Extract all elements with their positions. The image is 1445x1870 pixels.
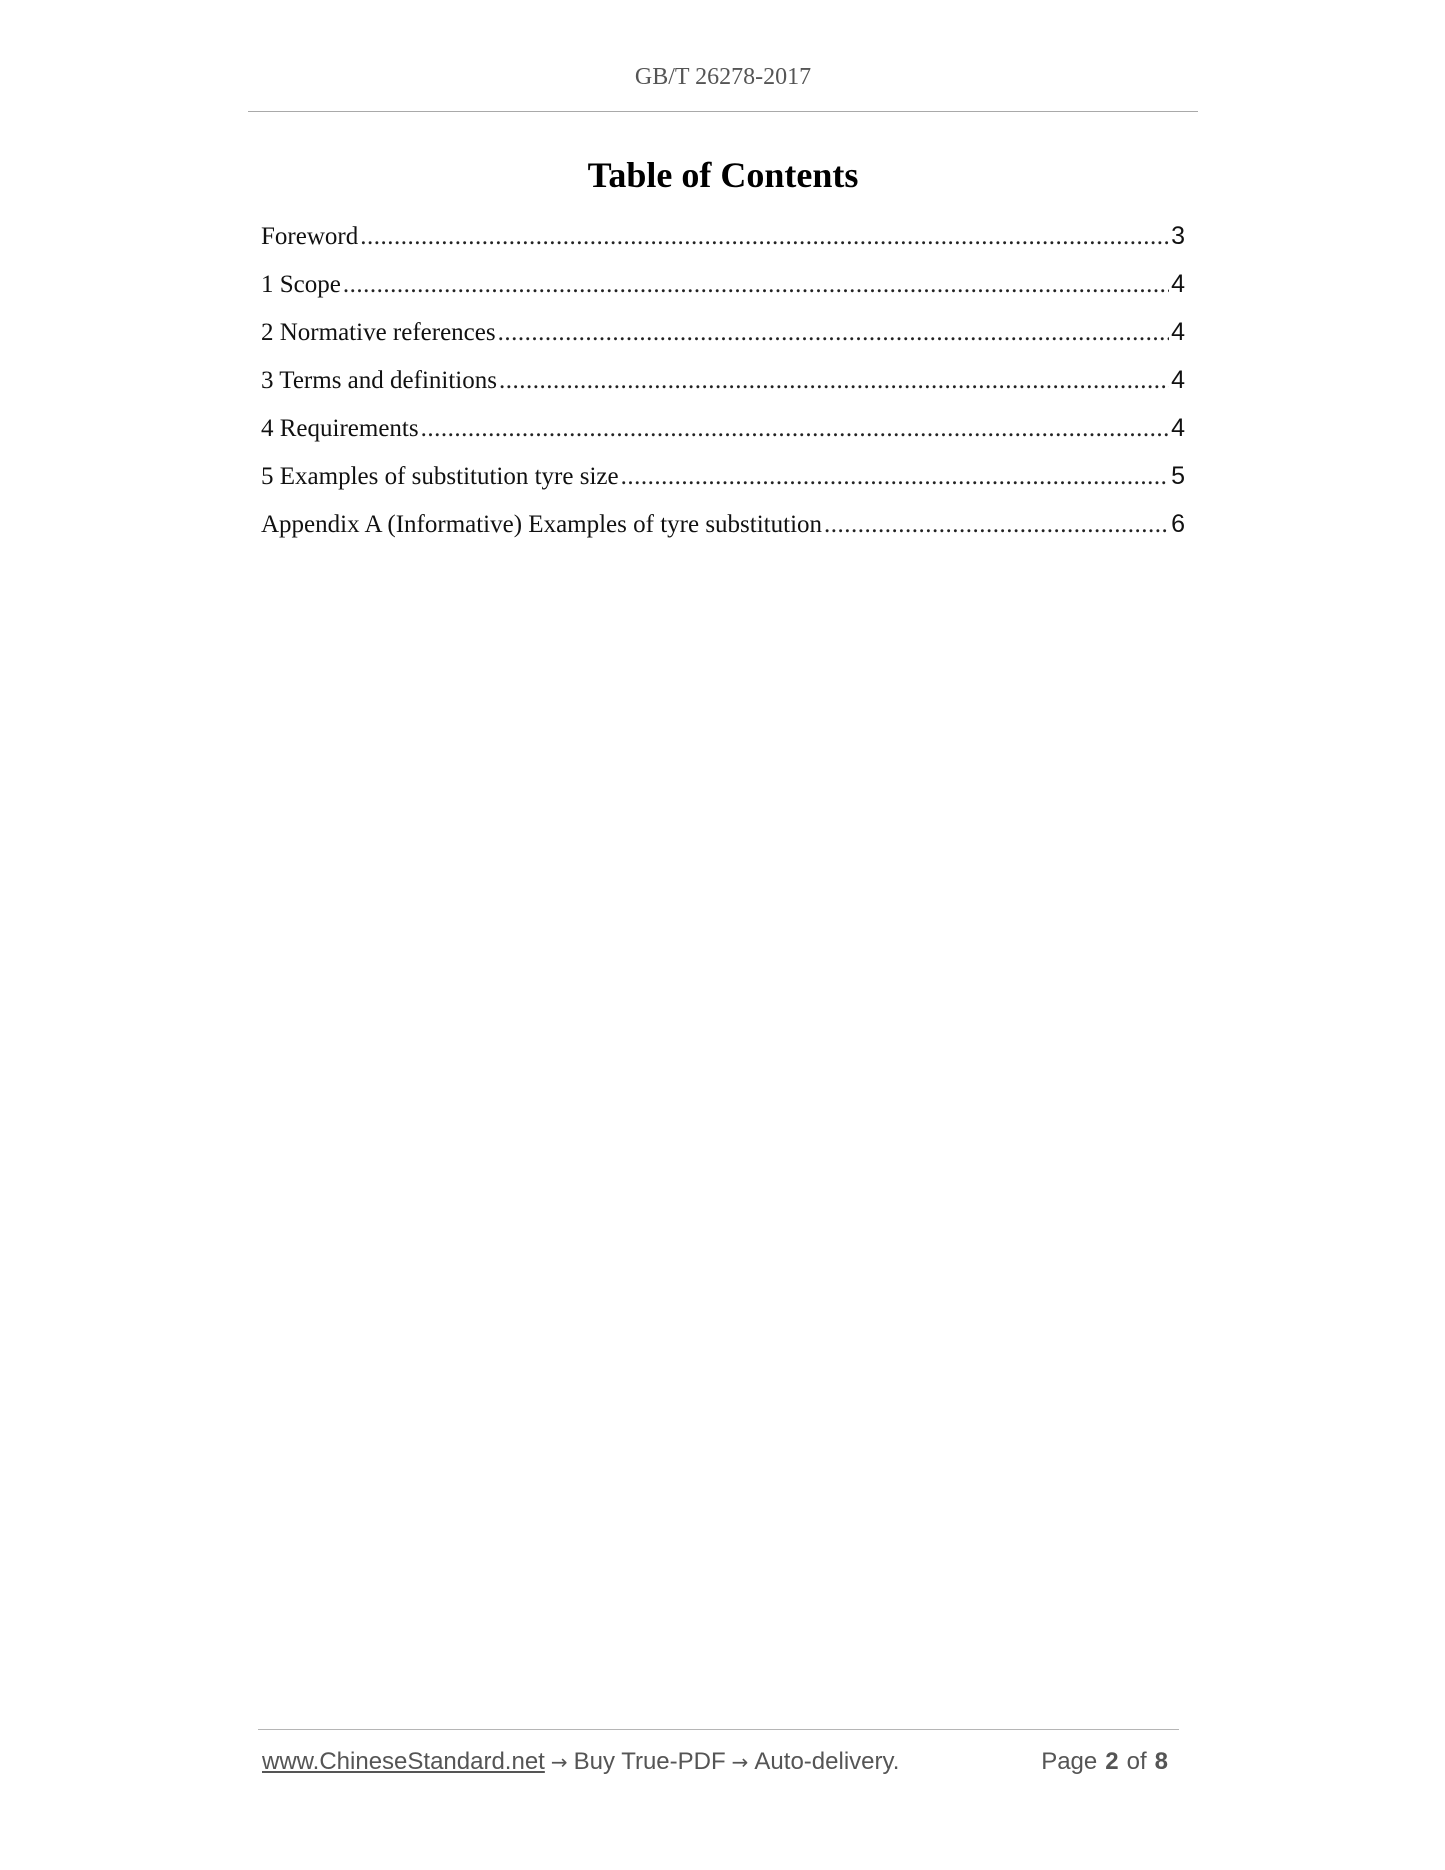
toc-entry-label: Appendix A (Informative) Examples of tyre substitution (261, 511, 823, 538)
total-pages-number: 8 (1154, 1748, 1168, 1775)
toc-entry-label: 5 Examples of substitution tyre size (261, 463, 619, 490)
website-link[interactable]: www.ChineseStandard.net (262, 1748, 545, 1775)
page-indicator (1041, 1748, 1176, 1776)
toc-title: Table of Contents (587, 155, 859, 195)
footer-promo (262, 1748, 899, 1776)
toc-entry-normative-references[interactable] (261, 318, 1185, 366)
toc-entry-terms-definitions[interactable] (261, 366, 1185, 414)
toc-entry-appendix-a[interactable] (261, 510, 1185, 558)
toc-dot-leader (360, 223, 1169, 251)
toc-entry-label: 3 Terms and definitions (261, 367, 497, 394)
footer-step-buy: Buy True-PDF (573, 1748, 726, 1775)
toc-entry-examples-substitution[interactable] (261, 462, 1185, 510)
page-footer (262, 1748, 1176, 1776)
arrow-right-icon: → (731, 1750, 749, 1774)
toc-entry-label: Foreword (261, 223, 359, 250)
arrow-right-icon: → (550, 1750, 568, 1774)
toc-entry-scope[interactable] (261, 270, 1185, 318)
of-word: of (1126, 1748, 1147, 1775)
toc-dot-leader (499, 367, 1169, 395)
toc-list (261, 222, 1185, 558)
toc-dot-leader (498, 319, 1169, 347)
current-page-number: 2 (1105, 1748, 1119, 1775)
footer-divider (258, 1729, 1179, 1730)
toc-entry-page: 4 (1171, 414, 1185, 442)
toc-entry-foreword[interactable] (261, 222, 1185, 270)
toc-entry-page: 6 (1171, 510, 1185, 538)
document-header: GB/T 26278-2017 (634, 64, 812, 90)
toc-entry-page: 4 (1171, 270, 1185, 298)
toc-entry-page: 4 (1171, 366, 1185, 394)
toc-entry-page: 5 (1171, 462, 1185, 490)
toc-entry-label: 4 Requirements (261, 415, 419, 442)
toc-entry-label: 1 Scope (261, 271, 341, 298)
header-divider (248, 111, 1198, 112)
toc-entry-label: 2 Normative references (261, 319, 496, 346)
toc-dot-leader (824, 511, 1169, 539)
toc-entry-page: 3 (1171, 222, 1185, 250)
footer-step-delivery: Auto-delivery. (754, 1748, 900, 1775)
toc-dot-leader (343, 271, 1169, 299)
toc-dot-leader (421, 415, 1169, 443)
page-word: Page (1041, 1748, 1098, 1775)
toc-dot-leader (621, 463, 1170, 491)
toc-entry-page: 4 (1171, 318, 1185, 346)
toc-entry-requirements[interactable] (261, 414, 1185, 462)
